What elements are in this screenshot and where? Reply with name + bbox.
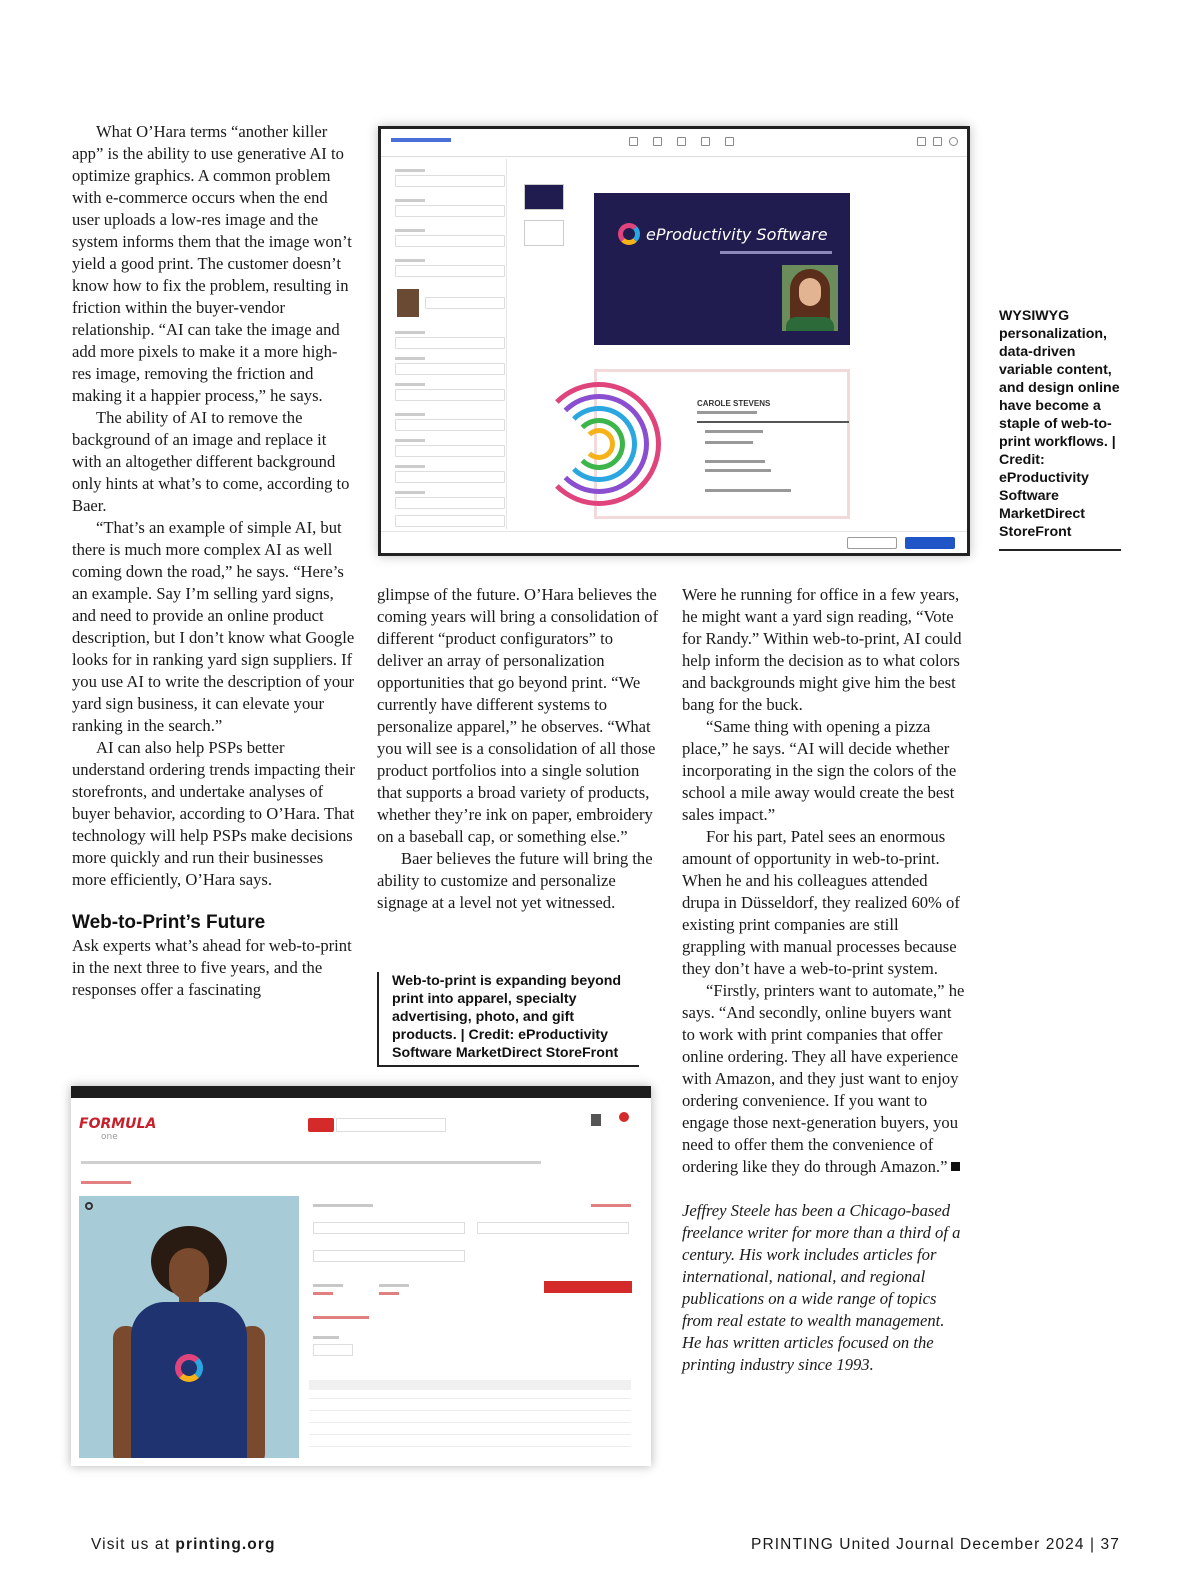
color-select[interactable] (313, 1222, 465, 1234)
paragraph: What O’Hara terms “another killer app” is the ability to use generative AI to optimize graphics. A common problem with e-commerce occurs when the end user uploads a low-res image and the system informs them that the image won’t yield a good print. The customer doesn’t know how to fix the problem, resulting in friction within the buyer-vendor relationship. “AI can take the image and add more pixels to make it a more high-res image, removing the friction and making it a happier process,” he says. (72, 122, 352, 405)
storefront-screenshot (71, 1086, 651, 1466)
buy-now-button[interactable] (544, 1281, 632, 1293)
footer-site-link[interactable]: printing.org (175, 1536, 276, 1553)
footer-website (91, 1536, 276, 1554)
account-icon[interactable] (591, 1114, 601, 1126)
text-tool-icon (629, 137, 638, 146)
quantity-label (313, 1336, 339, 1339)
photo-field-thumbnail (397, 289, 419, 317)
card-email-line (705, 489, 791, 492)
paragraph: The ability of AI to remove the background of an image and replace it with an altogether different background only hints at what’s to come, according to Baer. (72, 408, 350, 515)
paragraph: glimpse of the future. O’Hara believes the coming years will bring a consolidation of different “product configurators” to deliver an array of personalization opportunities that go beyond print. “We currently have different systems to personalize apparel,” he observes. “What you will see is a consolidation of all those product portfolios into a single solution that supports a broad variety of products, whether they’re ink on paper, embroidery on a baseball cap, or something else.” (377, 585, 659, 846)
zoom-icon[interactable] (85, 1202, 93, 1210)
category-nav[interactable] (81, 1161, 541, 1164)
paragraph: For his part, Patel sees an enormous amount of opportunity in web-to-print. When he and his colleagues attended drupa in Düsseldorf, they realized 60% of existing print companies are still grappling with manual processes because they don’t have a web-to-print system. (682, 827, 960, 978)
wysiwyg-caption: WYSIWYG personalization, data-driven variable content, and design online have become a staple of web-to-print workflows. | Credit: eProductivity Software MarketDirect StoreFront (999, 307, 1121, 551)
settings-icon (949, 137, 958, 146)
option-checkbox[interactable] (313, 1316, 369, 1319)
card-phone-line (705, 430, 763, 433)
card-city-line (705, 469, 771, 472)
paragraph: Baer believes the future will bring the ability to customize and personalize signage at a level not yet witnessed. (377, 849, 653, 912)
unit-price-label (313, 1284, 343, 1287)
paragraph: “That’s an example of simple AI, but there is much more complex AI as well coming down the road,” he says. “Here’s an example. Say I’m selling yard signs, and need to provide an online product description, but I don’t know what Google looks for in ranking yard sign suppliers. If you use AI to write the description of your yard sign business, it can elevate your ranking in the search.” (72, 518, 355, 735)
paragraph: “Same thing with opening a pizza place,” he says. “AI will decide whether incorporating in the sign the colors of the school a mile away would create the best sales impact.” (682, 717, 957, 824)
table-row (309, 1422, 631, 1423)
section-subhead: Web-to-Print’s Future (72, 912, 266, 933)
table-row (309, 1398, 631, 1399)
back-thumbnail (524, 220, 564, 246)
category-button[interactable] (308, 1118, 334, 1132)
style-select[interactable] (313, 1250, 465, 1262)
closing-paragraph-text: “Firstly, printers want to automate,” he says. “And secondly, online buyers want to work with print companies that offer online ordering. They all have experience with Amazon, and they just want to enjoy ordering convenience. If you want to engage those next-generation buyers, you need to offer them the convenience of ordering like they do through Amazon.” (682, 981, 965, 1176)
size-select[interactable] (477, 1222, 629, 1234)
editor-title-bar (391, 138, 451, 142)
storefront-logo-sub: one (101, 1132, 118, 1142)
table-header (309, 1380, 631, 1390)
end-mark-icon (951, 1162, 960, 1171)
layer-tool-icon (701, 137, 710, 146)
paragraph: Were he running for office in a few years, he might want a yard sign reading, “Vote for Randy.” Within web-to-print, AI could help inform the decision as to what colors and backgrounds might give him the best bang for the buck. (682, 585, 962, 714)
card-address-line (705, 460, 765, 463)
cancel-button[interactable] (847, 537, 897, 549)
storefront-top-bar (71, 1086, 651, 1098)
card-tagline (720, 251, 832, 254)
business-card-back (594, 369, 850, 519)
article-column-2 (377, 584, 659, 914)
apparel-caption: Web-to-print is expanding beyond print into apparel, specialty advertising, photo, and gift products. | Credit: eProductivity Software MarketDirect StoreFront (377, 972, 639, 1067)
eproductivity-logo-icon (618, 223, 640, 245)
quantity-input[interactable] (313, 1344, 353, 1356)
price-break-table (309, 1376, 631, 1456)
image-tool-icon (653, 137, 662, 146)
page-thumbnails (524, 184, 564, 256)
footer-issue: PRINTING United Journal December 2024 | 37 (751, 1536, 1120, 1553)
editor-toolbar (381, 129, 967, 157)
options-heading (313, 1204, 373, 1207)
total-price-label (379, 1284, 409, 1287)
finish-button[interactable] (905, 537, 955, 549)
shirt-logo-icon (175, 1354, 203, 1382)
paragraph: Ask experts what’s ahead for web-to-print in the next three to five years, and the responses offer a fascinating (72, 936, 352, 999)
save-icon (933, 137, 942, 146)
author-bio: Jeffrey Steele has been a Chicago-based freelance writer for more than a third of a century. His work includes articles for international, national, and regional publications on a wide range of topics from real estate to wealth management. He has written articles focused on the printing industry since 1993. (682, 1201, 961, 1374)
paragraph (682, 980, 966, 1178)
table-row (309, 1446, 631, 1447)
product-photo (79, 1196, 299, 1458)
article-column-3 (682, 584, 966, 1376)
storefront-logo: FORMULA (79, 1116, 157, 1132)
editor-field-panel (389, 159, 507, 529)
article-column-1 (72, 121, 356, 1001)
paragraph: AI can also help PSPs better understand ordering trends impacting their storefronts, and undertake analyses of buyer behavior, according to O’Hara. That technology will help PSPs make decisions more quickly and run their businesses more efficiently, O’Hara says. (72, 738, 355, 889)
shape-tool-icon (677, 137, 686, 146)
cart-icon[interactable] (619, 1112, 629, 1122)
table-row (309, 1410, 631, 1411)
card-title-line (697, 411, 757, 414)
window-icon (917, 137, 926, 146)
card-rule (697, 421, 849, 423)
editor-footer (381, 531, 967, 553)
wysiwyg-editor-screenshot (378, 126, 970, 556)
search-input[interactable] (336, 1118, 446, 1132)
unit-price-value (313, 1292, 333, 1295)
size-guide-link[interactable] (591, 1204, 631, 1207)
card-person-name: CAROLE STEVENS (697, 399, 771, 408)
table-row (309, 1434, 631, 1435)
front-thumbnail (524, 184, 564, 210)
total-price-value (379, 1292, 399, 1295)
breadcrumb[interactable] (81, 1181, 131, 1184)
card-portrait-photo (782, 265, 838, 331)
card-mobile-line (705, 441, 753, 444)
color-arc (583, 428, 615, 460)
business-card-front (594, 193, 850, 345)
card-brand-name: eProductivity Software (646, 225, 828, 244)
grid-tool-icon (725, 137, 734, 146)
footer-prefix: Visit us at (91, 1536, 176, 1553)
